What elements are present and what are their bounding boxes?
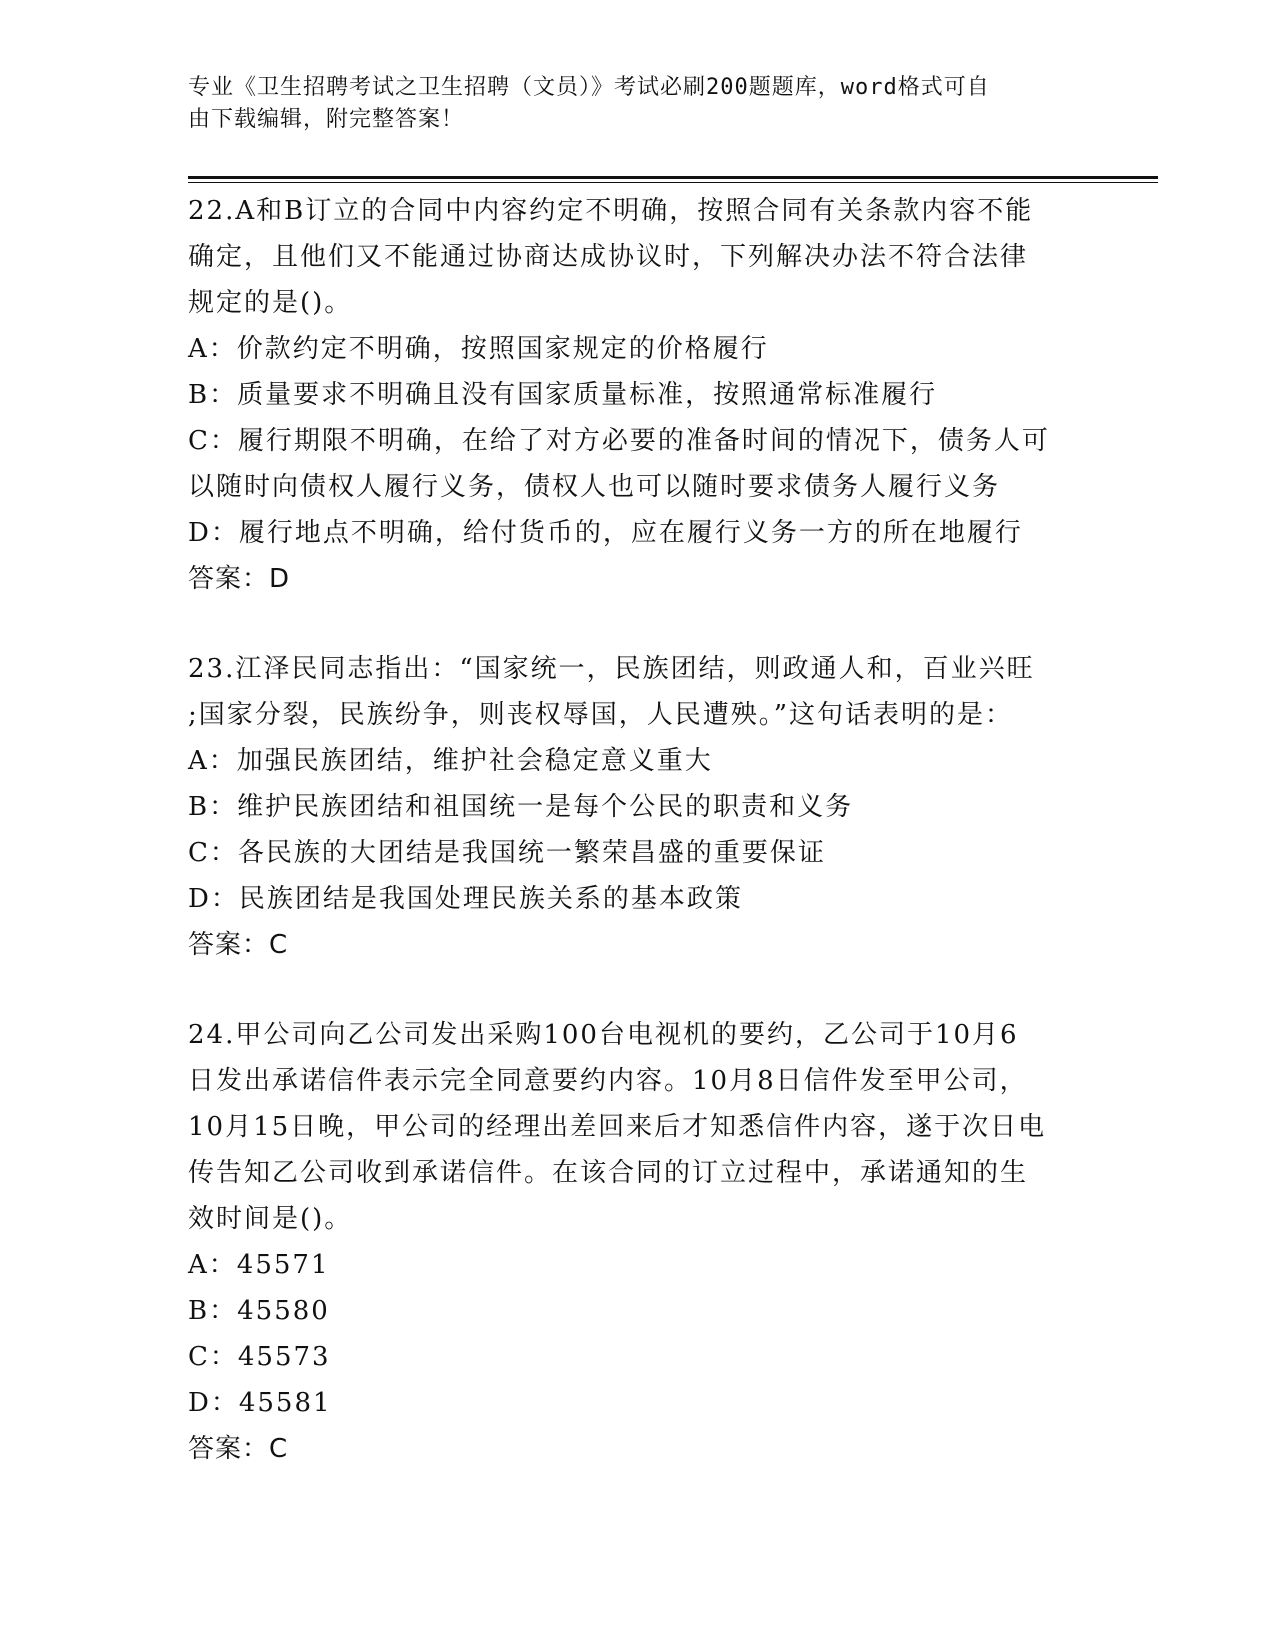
question-stem-line: 传告知乙公司收到承诺信件。在该合同的订立过程中，承诺通知的生 — [188, 1158, 1029, 1188]
question-stem-line: 确定，且他们又不能通过协商达成协议时，下列解决办法不符合法律 — [188, 242, 1029, 272]
option-b: B：维护民族团结和祖国统一是每个公民的职责和义务 — [188, 792, 854, 822]
option-c: C：45573 — [188, 1342, 331, 1372]
option-a: A：加强民族团结，维护社会稳定意义重大 — [188, 746, 713, 776]
question-list — [188, 188, 1088, 1516]
question-stem-line: 22.A和B订立的合同中内容约定不明确，按照合同有关条款内容不能 — [188, 196, 1034, 226]
question-24 — [188, 1012, 1088, 1472]
header-line-1: 专业《卫生招聘考试之卫生招聘（文员）》考试必刷200题题库，word格式可自 — [188, 75, 990, 100]
header-divider-thick — [188, 176, 1158, 179]
option-b: B：45580 — [188, 1296, 330, 1326]
question-stem-line: 10月15日晚，甲公司的经理出差回来后才知悉信件内容，遂于次日电 — [188, 1112, 1047, 1142]
question-stem-line: 24.甲公司向乙公司发出采购100台电视机的要约，乙公司于10月6 — [188, 1020, 1019, 1050]
option-d: D：履行地点不明确，给付货币的，应在履行义务一方的所在地履行 — [188, 518, 1023, 548]
question-stem-line: 效时间是()。 — [188, 1204, 353, 1234]
answer-label: 答案：D — [188, 564, 291, 594]
header-divider-thin — [188, 182, 1158, 183]
question-stem-line: ;国家分裂，民族纷争，则丧权辱国，人民遭殃。”这句话表明的是： — [188, 700, 1014, 730]
question-stem-line: 规定的是()。 — [188, 288, 353, 318]
option-c: C：履行期限不明确，在给了对方必要的准备时间的情况下，债务人可 — [188, 426, 1050, 456]
question-23 — [188, 646, 1088, 968]
answer-label: 答案：C — [188, 1434, 289, 1464]
option-d: D：民族团结是我国处理民族关系的基本政策 — [188, 884, 743, 914]
question-stem-line: 23.江泽民同志指出：“国家统一，民族团结，则政通人和，百业兴旺 — [188, 654, 1035, 684]
option-a: A：45571 — [188, 1250, 330, 1280]
option-c-continued: 以随时向债权人履行义务，债权人也可以随时要求债务人履行义务 — [188, 472, 1001, 502]
document-header — [188, 72, 1088, 136]
option-d: D：45581 — [188, 1388, 332, 1418]
question-stem-line: 日发出承诺信件表示完全同意要约内容。10月8日信件发至甲公司， — [188, 1066, 1028, 1096]
answer-label: 答案：C — [188, 930, 289, 960]
option-b: B：质量要求不明确且没有国家质量标准，按照通常标准履行 — [188, 380, 938, 410]
question-22 — [188, 188, 1088, 602]
header-line-2: 由下载编辑，附完整答案！ — [188, 107, 465, 132]
option-a: A：价款约定不明确，按照国家规定的价格履行 — [188, 334, 769, 364]
option-c: C：各民族的大团结是我国统一繁荣昌盛的重要保证 — [188, 838, 826, 868]
